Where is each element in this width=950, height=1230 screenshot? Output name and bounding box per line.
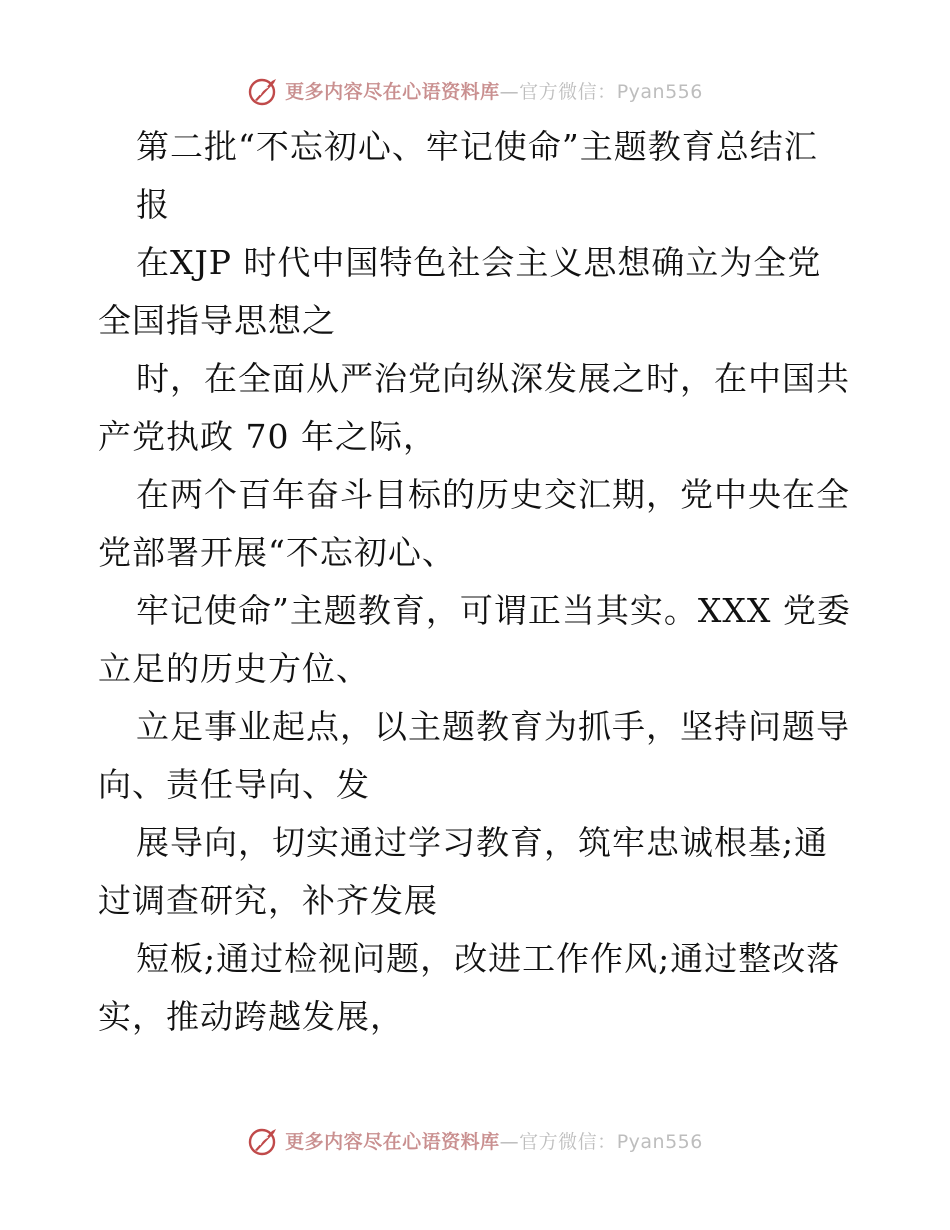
paragraph-line: 过调查研究，补齐发展 — [98, 881, 438, 920]
paragraph-line: 在XJP 时代中国特色社会主义思想确立为全党 — [136, 243, 822, 282]
paragraph-line: 在两个百年奋斗目标的历史交汇期，党中央在全 — [136, 475, 850, 514]
watermark-dash: — — [499, 1130, 520, 1153]
paragraph-line: 向、责任导向、发 — [98, 765, 370, 804]
paragraph-line: 全国指导思想之 — [98, 301, 336, 340]
footer-watermark — [0, 1120, 950, 1160]
watermark-dash: — — [499, 80, 520, 103]
paragraph-line: 短板;通过检视问题，改进工作作风;通过整改落 — [136, 939, 841, 978]
quill-pen-logo-icon — [247, 73, 281, 107]
watermark-wechat-id: Pyan556 — [616, 1130, 703, 1153]
document-title-line-2: 报 — [136, 185, 170, 224]
paragraph-line: 牢记使命”主题教育，可谓正当其实。XXX 党委 — [136, 591, 851, 630]
paragraph-line: 党部署开展“不忘初心、 — [98, 533, 456, 572]
watermark-wechat-id: Pyan556 — [616, 80, 703, 103]
watermark-brand: 更多内容尽在心语资料库 — [285, 80, 500, 103]
watermark-wechat-label: 官方微信： — [519, 1130, 617, 1153]
paragraph-line: 实，推动跨越发展， — [98, 997, 404, 1036]
paragraph-line: 展导向，切实通过学习教育，筑牢忠诚根基;通 — [136, 823, 829, 862]
header-watermark — [0, 70, 950, 110]
quill-pen-logo-icon — [247, 1123, 281, 1157]
paragraph-line: 产党执政 70 年之际， — [98, 417, 437, 456]
paragraph-line: 立足事业起点，以主题教育为抓手，坚持问题导 — [136, 707, 850, 746]
watermark-wechat-label: 官方微信： — [519, 80, 617, 103]
watermark-brand: 更多内容尽在心语资料库 — [285, 1130, 500, 1153]
document-title-line-1: 第二批“不忘初心、牢记使命”主题教育总结汇 — [136, 127, 818, 166]
paragraph-line: 时，在全面从严治党向纵深发展之时，在中国共 — [136, 359, 850, 398]
document-body — [98, 118, 858, 1046]
paragraph-line: 立足的历史方位、 — [98, 649, 370, 688]
